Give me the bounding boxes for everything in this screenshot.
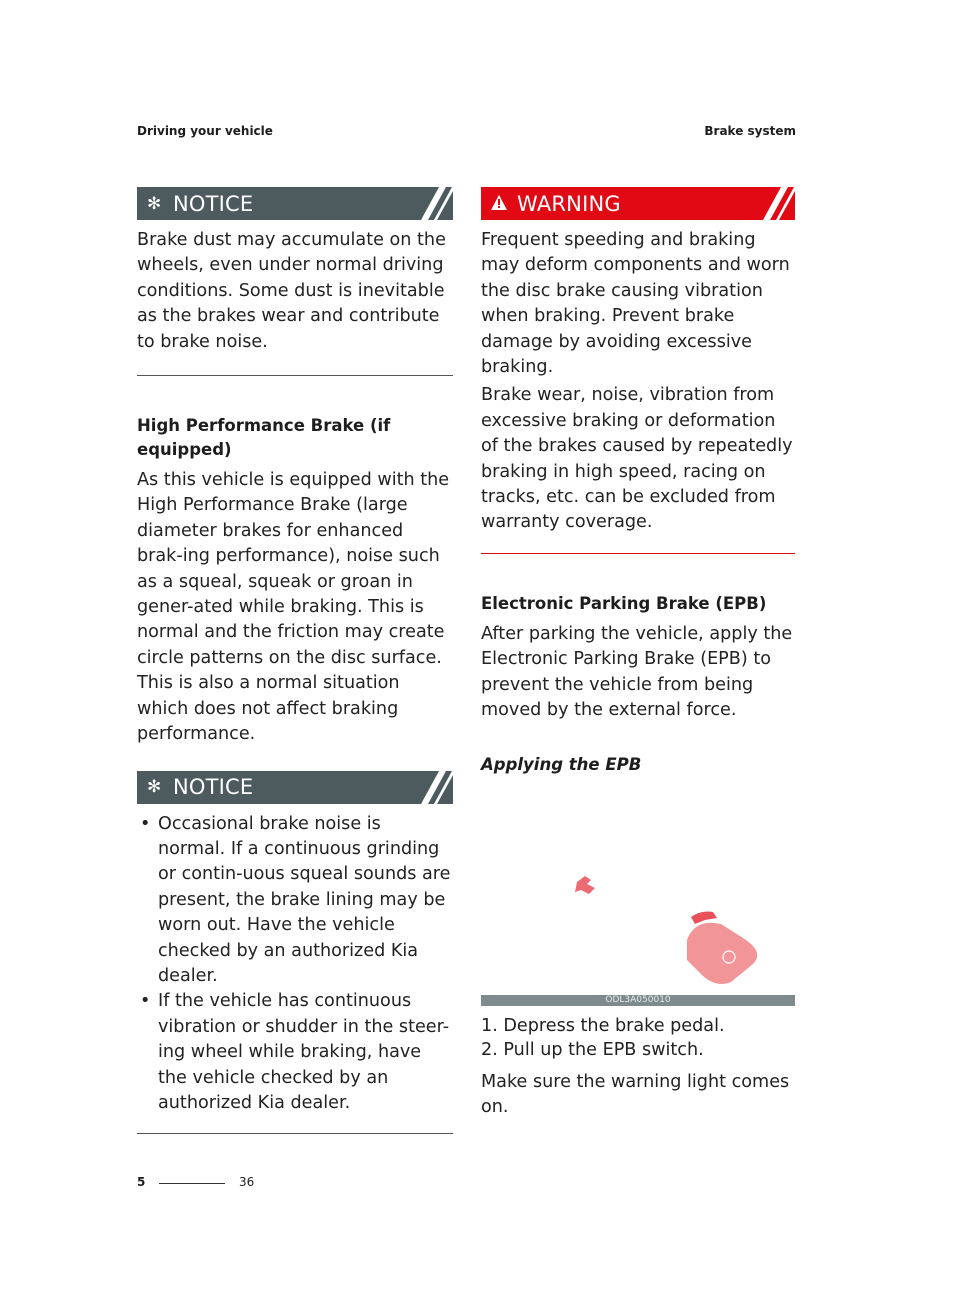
list-item: • Occasional brake noise is normal. If a continuous grinding or contin-uous squeal sounds are present, the brake lining may be worn out. Have the vehicle checked by an authorized Kia dealer. xyxy=(137,812,453,990)
notice-text: Brake dust may accumulate on the wheels, even under normal driving conditions. Some dust is inevitable as the brakes wear and contribute to brake noise. xyxy=(137,230,446,352)
notice-end-rule xyxy=(137,375,453,376)
list-item: • If the vehicle has continuous vibration or shudder in the steer-ing wheel while braking, have the vehicle checked by an authorized Kia dealer. xyxy=(137,989,453,1116)
slashes-decoration xyxy=(751,187,795,220)
epb-title: Electronic Parking Brake (EPB) xyxy=(481,593,767,613)
applying-epb-title: Applying the EPB xyxy=(481,754,642,774)
epb-switch-figure xyxy=(481,872,795,995)
asterisk-icon: ✻ xyxy=(147,777,162,797)
list-item: 2. Pull up the EPB switch. xyxy=(481,1039,704,1060)
page-number: 36 xyxy=(239,1175,255,1189)
warning-label: WARNING xyxy=(517,191,621,216)
epb-text: After parking the vehicle, apply the Electronic Parking Brake (EPB) to prevent the vehicle from being moved by the external force. xyxy=(481,623,793,721)
steps-list xyxy=(481,1014,795,1062)
slashes-decoration xyxy=(409,187,453,220)
page-footer xyxy=(137,1175,255,1189)
footer-divider xyxy=(159,1183,225,1184)
figure-caption: ODL3A050010 xyxy=(481,995,795,1006)
epb-switch-illustration xyxy=(481,872,795,995)
section-header: Brake system xyxy=(704,124,796,138)
warning-text-1: Frequent speeding and braking may deform components and worn the disc brake causing vibration when braking. Prevent brake damage by avoiding excessive braking. xyxy=(481,230,790,378)
notice-banner xyxy=(137,187,453,220)
closing-text: Make sure the warning light comes on. xyxy=(481,1071,790,1117)
notice-end-rule-2 xyxy=(137,1133,453,1134)
chapter-number: 5 xyxy=(137,1175,146,1189)
section-title: High Performance Brake (if equipped) xyxy=(137,416,391,460)
warning-banner xyxy=(481,187,795,220)
asterisk-icon: ✻ xyxy=(147,193,162,214)
notice-banner-2 xyxy=(137,771,453,804)
list-item: 1. Depress the brake pedal. xyxy=(481,1015,725,1036)
notice-bullet-list xyxy=(137,812,453,1117)
section-text: As this vehicle is equipped with the High Performance Brake (large diameter brakes for enhanced brak-ing performance), noise such as a squeal, squeak or groan in gener-ated while braking. This is normal and the friction may create circle patterns on the disc surface. This is also a normal situation which does not affect braking performance. xyxy=(137,470,450,745)
left-column xyxy=(137,187,453,1134)
right-column xyxy=(481,187,795,1120)
chapter-header: Driving your vehicle xyxy=(137,124,273,138)
warning-triangle-icon xyxy=(491,194,517,214)
slashes-decoration xyxy=(409,771,453,804)
notice-label: NOTICE xyxy=(173,191,254,216)
warning-text-2: Brake wear, noise, vibration from excessive braking or deformation of the brakes caused by repeatedly braking in high speed, racing on tracks, etc. can be excluded from warranty coverage. xyxy=(481,385,793,533)
warning-end-rule xyxy=(481,553,795,554)
notice-label-2: NOTICE xyxy=(173,775,254,799)
